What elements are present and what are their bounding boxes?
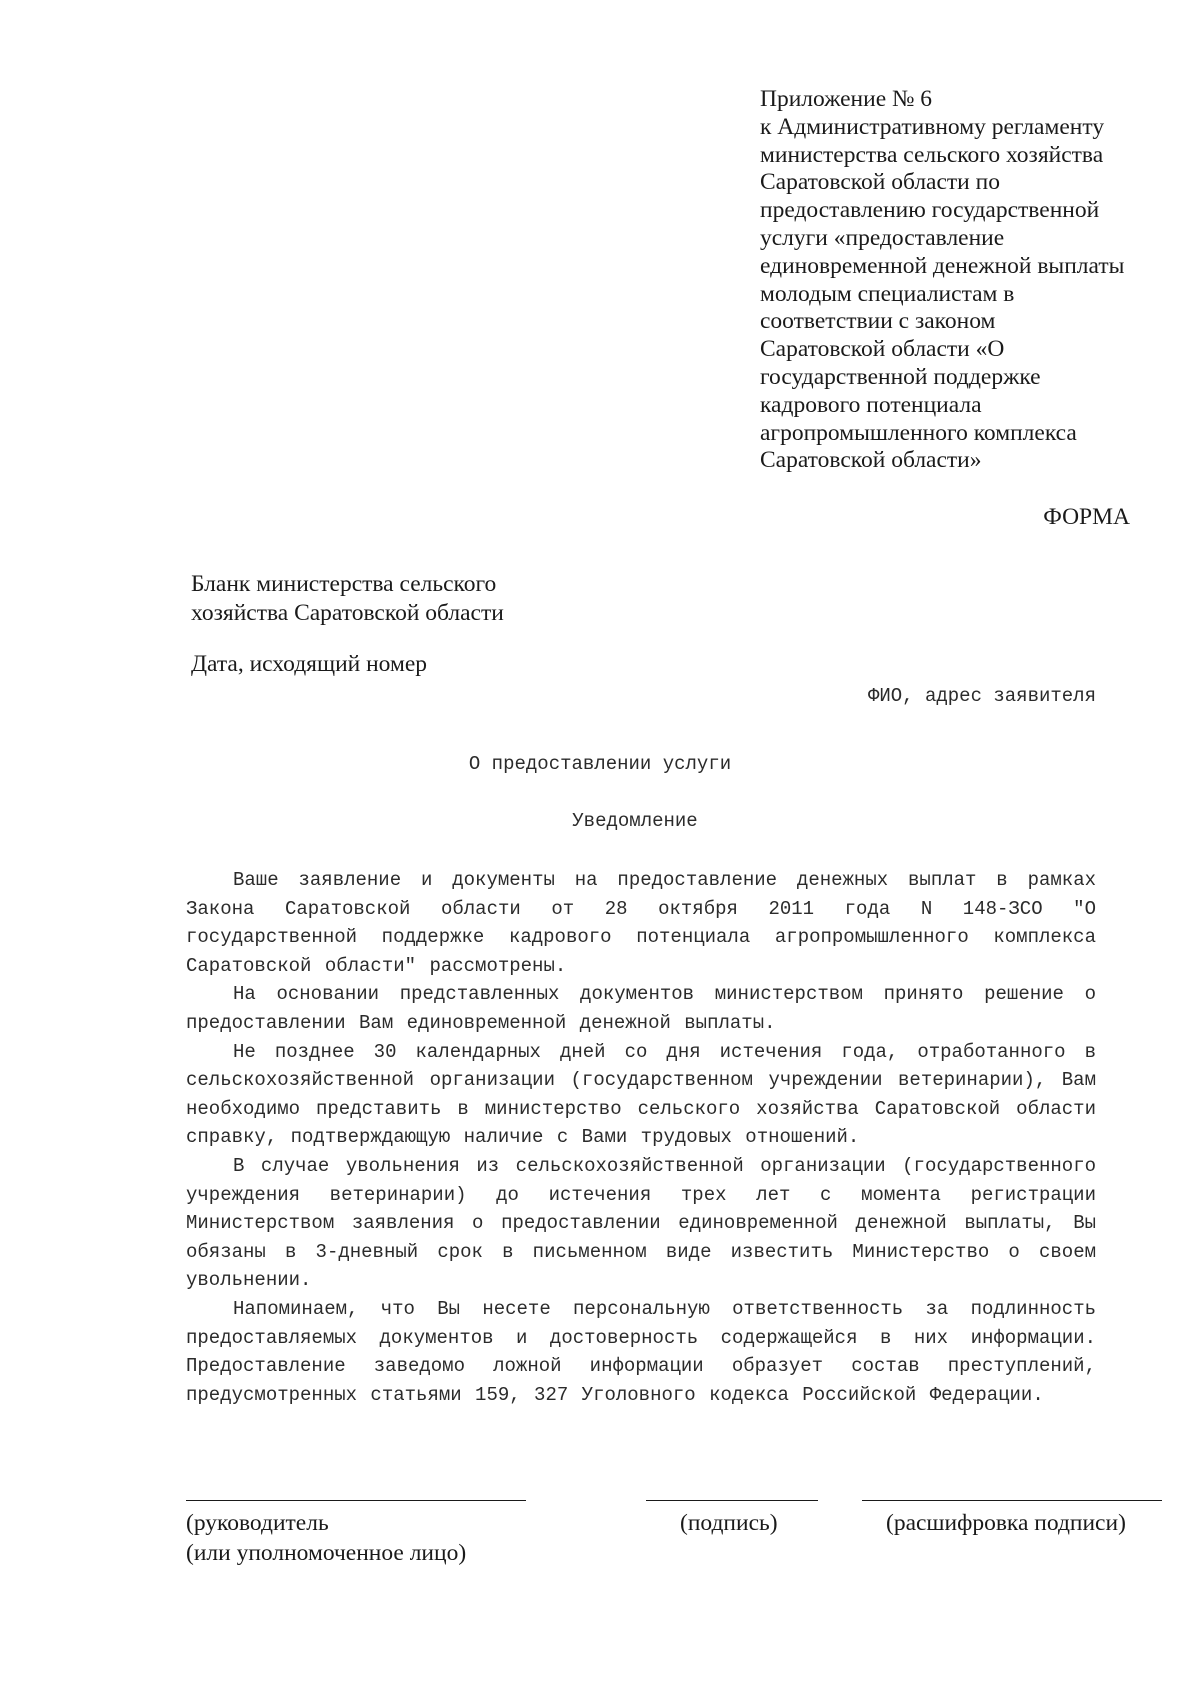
letterhead-line: Бланк министерства сельского	[191, 571, 497, 597]
appendix-line: единовременной денежной выплаты	[760, 252, 1125, 279]
appendix-line: соответствии с законом	[760, 308, 996, 335]
decoding-line	[862, 1500, 1162, 1501]
appendix-line: Приложение № 6	[760, 86, 933, 112]
signature-block	[0, 1500, 1200, 1600]
appendix-line: молодым специалистам в	[760, 280, 1015, 307]
appendix-line: кадрового потенциала	[760, 391, 982, 418]
notice-title: Уведомление	[572, 810, 698, 832]
recipient-field: ФИО, адрес заявителя	[867, 685, 1096, 707]
body-paragraph: В случае увольнения из сельскохозяйственной организации (государственного учреждения ветеринарии) до истечения трех лет с момента регистрации Министерством заявления о предоставлении единовременной денежной выплаты, Вы обязаны в 3-дневный срок в письменном виде известить Министерство о своем увольнении.	[186, 1154, 1096, 1292]
head-label-line: (или уполномоченное лицо)	[186, 1540, 467, 1566]
head-label-line: (руководитель	[186, 1510, 329, 1536]
appendix-header	[760, 86, 1160, 475]
appendix-line: предоставлению государственной	[760, 197, 1100, 224]
appendix-line: услуги «предоставление	[760, 224, 1005, 251]
appendix-line: государственной поддержке	[760, 363, 1041, 390]
subject-line: О предоставлении услуги	[468, 753, 732, 775]
appendix-line: Саратовской области»	[760, 447, 982, 474]
appendix-line: Саратовской области «О	[760, 336, 1005, 363]
appendix-line: Саратовской области по	[760, 169, 1000, 196]
form-label: ФОРМА	[1043, 504, 1130, 530]
signature-label: (подпись)	[680, 1510, 778, 1536]
head-label	[186, 1508, 466, 1568]
decoding-label: (расшифровка подписи)	[886, 1510, 1126, 1536]
body-paragraph: Не позднее 30 календарных дней со дня истечения года, отработанного в сельскохозяйственной организации (государственном учреждении ветеринарии), Вам необходимо представить в министерство сельского хозяйства Саратовской области справку, подтверждающую наличие с Вами трудовых отношений.	[186, 1040, 1096, 1149]
letterhead	[191, 570, 504, 628]
head-signature-line	[186, 1500, 526, 1501]
body-paragraph: Ваше заявление и документы на предоставление денежных выплат в рамках Закона Саратовской области от 28 октября 2011 года N 148-ЗСО "О государственной поддержке кадрового потенциала агропромышленного комплекса Саратовской области" рассмотрены.	[186, 869, 1096, 977]
date-number-field: Дата, исходящий номер	[191, 651, 428, 677]
appendix-line: к Административному регламенту	[760, 113, 1105, 140]
body-paragraph: Напоминаем, что Вы несете персональную ответственность за подлинность предоставляемых документов и достоверность содержащейся в них информации. Предоставление заведомо ложной информации образует состав преступлений, предусмотренных статьями 159, 327 Уголовного кодекса Российской Федерации.	[186, 1297, 1096, 1406]
signature-line	[646, 1500, 818, 1501]
appendix-line: агропромышленного комплекса	[760, 419, 1077, 446]
body-paragraph: На основании представленных документов министерством принято решение о предоставлении Вам единовременной денежной выплаты.	[186, 983, 1096, 1034]
notice-body	[186, 866, 1096, 1409]
letterhead-line: хозяйства Саратовской области	[191, 600, 504, 626]
appendix-line: министерства сельского хозяйства	[760, 141, 1104, 168]
